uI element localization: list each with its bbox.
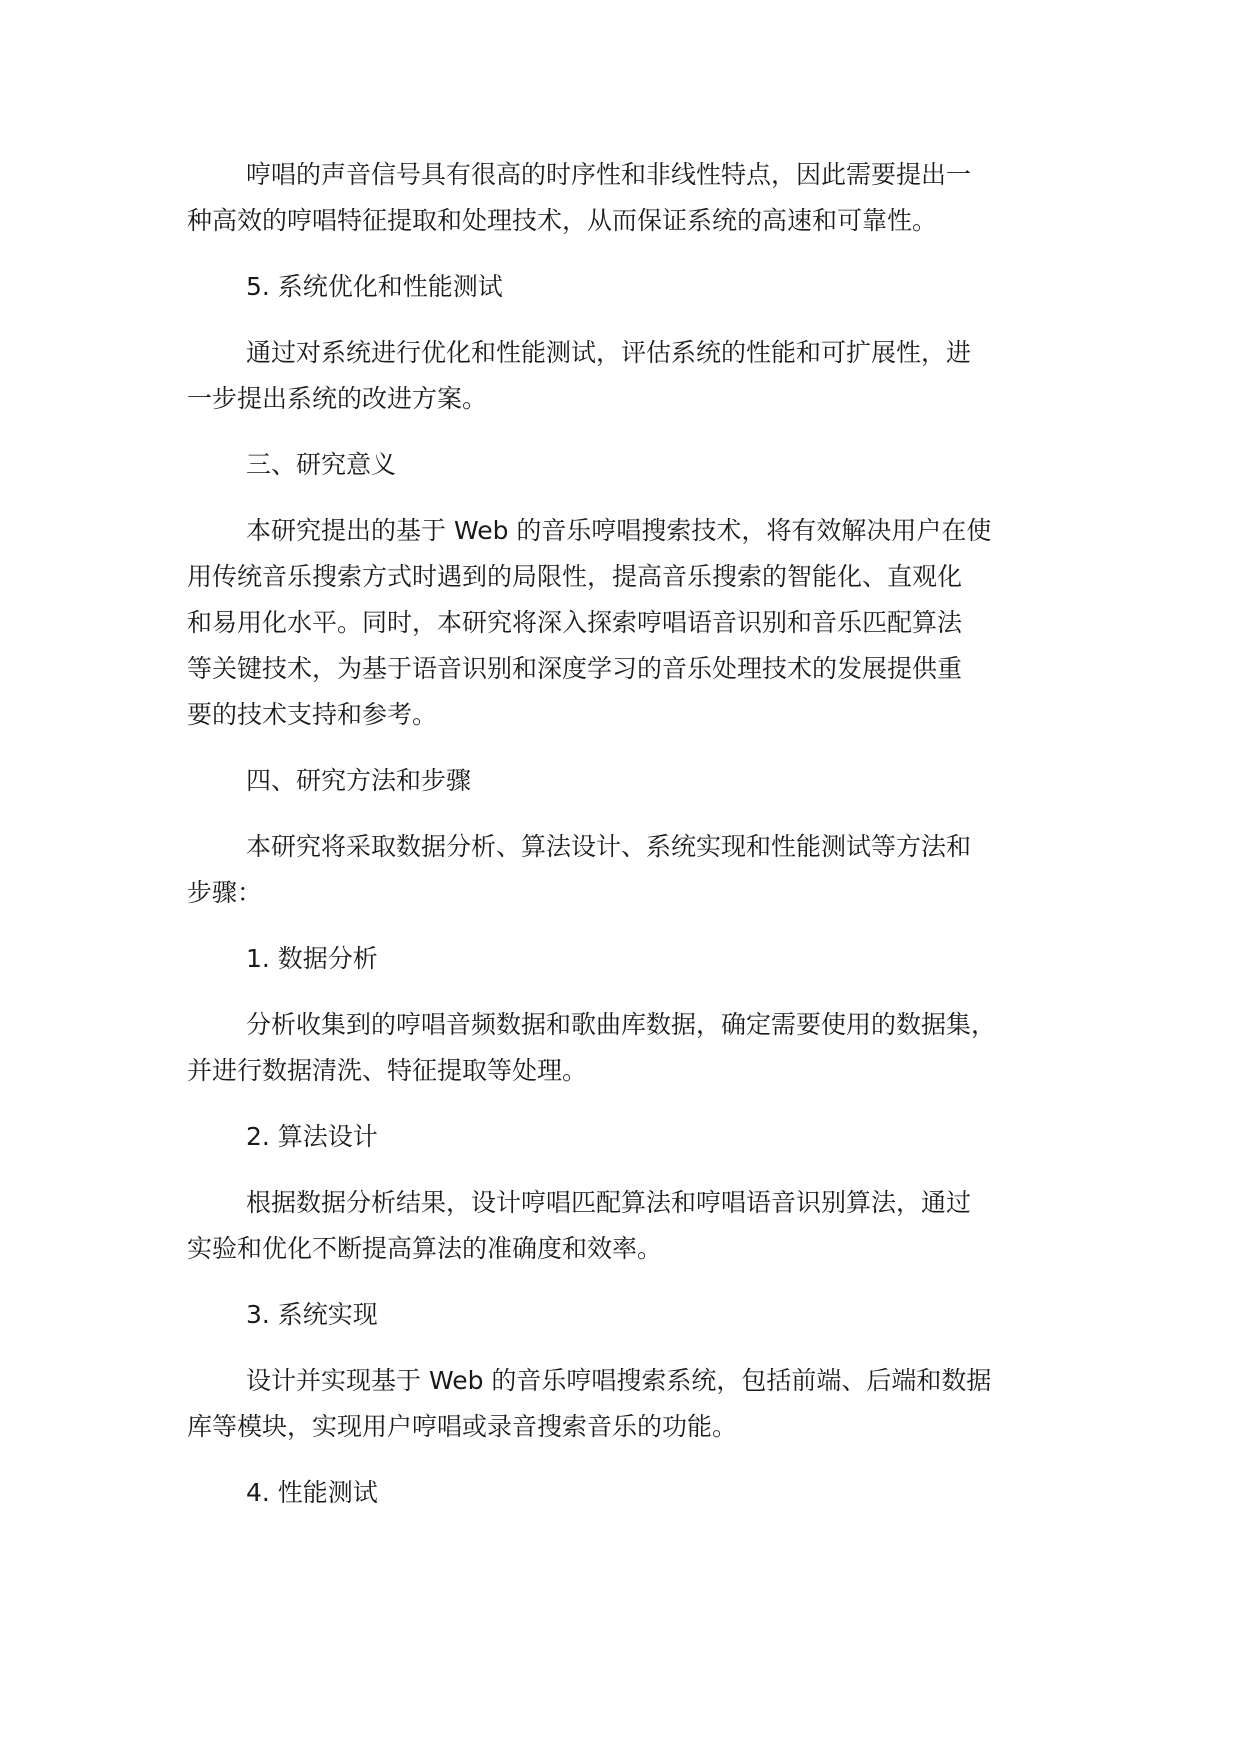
heading-data-analysis bbox=[187, 936, 1077, 982]
text-line: 并进行数据清洗、特征提取等处理。 bbox=[187, 1056, 588, 1085]
text-line: 本研究将采取数据分析、算法设计、系统实现和性能测试等方法和 bbox=[246, 832, 972, 861]
text-line: 设计并实现基于 Web 的音乐哼唱搜索系统，包括前端、后端和数据 bbox=[246, 1366, 992, 1395]
heading-research-significance bbox=[187, 442, 1077, 488]
heading-methods bbox=[187, 758, 1077, 804]
text-line: 要的技术支持和参考。 bbox=[187, 700, 438, 729]
text-line: 库等模块，实现用户哼唱或录音搜索音乐的功能。 bbox=[187, 1412, 738, 1441]
text-line: 一步提出系统的改进方案。 bbox=[187, 384, 488, 413]
text-line: 和易用化水平。同时，本研究将深入探索哼唱语音识别和音乐匹配算法 bbox=[187, 608, 963, 637]
section-heading: 四、研究方法和步骤 bbox=[246, 766, 472, 795]
section-heading: 1. 数据分析 bbox=[246, 944, 378, 973]
paragraph-system-implementation bbox=[187, 1358, 1077, 1450]
document-body bbox=[187, 152, 1077, 1536]
heading-performance-testing bbox=[187, 1470, 1077, 1516]
text-line: 分析收集到的哼唱音频数据和歌曲库数据，确定需要使用的数据集， bbox=[246, 1010, 997, 1039]
paragraph-methods bbox=[187, 824, 1077, 916]
text-line: 通过对系统进行优化和性能测试，评估系统的性能和可扩展性，进 bbox=[246, 338, 972, 367]
paragraph-algorithm-design bbox=[187, 1180, 1077, 1272]
text-line: 等关键技术，为基于语音识别和深度学习的音乐处理技术的发展提供重 bbox=[187, 654, 963, 683]
paragraph-significance bbox=[187, 508, 1077, 738]
section-heading: 4. 性能测试 bbox=[246, 1478, 378, 1507]
paragraph-optimization bbox=[187, 330, 1077, 422]
text-line: 步骤： bbox=[187, 878, 263, 907]
text-line: 根据数据分析结果，设计哼唱匹配算法和哼唱语音识别算法，通过 bbox=[246, 1188, 972, 1217]
paragraph-data-analysis bbox=[187, 1002, 1077, 1094]
heading-system-implementation bbox=[187, 1292, 1077, 1338]
text-line: 哼唱的声音信号具有很高的时序性和非线性特点，因此需要提出一 bbox=[246, 160, 972, 189]
heading-system-optimization bbox=[187, 264, 1077, 310]
section-heading: 3. 系统实现 bbox=[246, 1300, 378, 1329]
section-heading: 三、研究意义 bbox=[246, 450, 397, 479]
text-line: 实验和优化不断提高算法的准确度和效率。 bbox=[187, 1234, 663, 1263]
text-line: 用传统音乐搜索方式时遇到的局限性，提高音乐搜索的智能化、直观化 bbox=[187, 562, 963, 591]
section-heading: 2. 算法设计 bbox=[246, 1122, 378, 1151]
text-line: 种高效的哼唱特征提取和处理技术，从而保证系统的高速和可靠性。 bbox=[187, 206, 938, 235]
paragraph-humming-signal bbox=[187, 152, 1077, 244]
heading-algorithm-design bbox=[187, 1114, 1077, 1160]
section-heading: 5. 系统优化和性能测试 bbox=[246, 272, 503, 301]
text-line: 本研究提出的基于 Web 的音乐哼唱搜索技术，将有效解决用户在使 bbox=[246, 516, 992, 545]
